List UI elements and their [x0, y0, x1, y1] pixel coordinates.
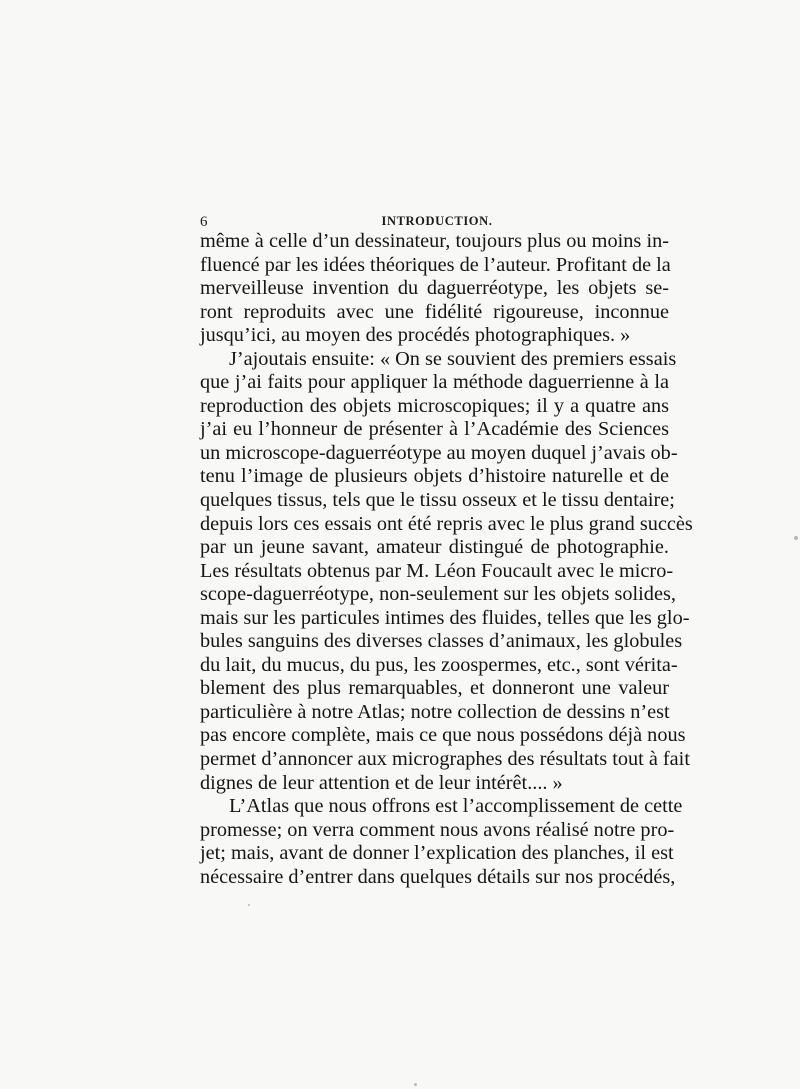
text-line: bules sanguins des diverses classes d’animaux, les globules	[200, 630, 683, 653]
text-line: Les résultats obtenus par M. Léon Foucault avec le micro-	[200, 559, 674, 582]
text-line: fluencé par les idées théoriques de l’auteur. Profitant de la	[200, 253, 671, 276]
text-line: particulière à notre Atlas; notre collection de dessins n’est	[200, 700, 670, 723]
text-line: promesse; on verra comment nous avons réalisé notre pro-	[200, 818, 675, 841]
text-line: jusqu’ici, au moyen des procédés photographiques. »	[200, 324, 631, 347]
page-number: 6	[200, 214, 208, 230]
paper-speck	[248, 904, 250, 906]
paper-speck	[414, 1083, 417, 1086]
text-line: tenu l’image de plusieurs objets d’histoire naturelle et de	[200, 465, 669, 488]
text-line: dignes de leur attention et de leur intérêt.... »	[200, 771, 563, 794]
running-head: INTRODUCTION.	[381, 214, 493, 228]
paper-speck	[794, 536, 798, 540]
text-line: quelques tissus, tels que le tissu osseux et le tissu dentaire;	[200, 489, 675, 512]
text-line: permet d’annoncer aux micrographes des résultats tout à fait	[200, 748, 690, 771]
text-line: j’ai eu l’honneur de présenter à l’Académie des Sciences	[200, 418, 669, 441]
text-line: par un jeune savant, amateur distingué de photographie.	[200, 536, 669, 559]
text-line: jet; mais, avant de donner l’explication des planches, il est	[200, 842, 674, 865]
text-line: blement des plus remarquables, et donneront une valeur	[200, 677, 669, 700]
text-line: J’ajoutais ensuite: « On se souvient des premiers essais	[229, 347, 677, 370]
text-line: scope-daguerréotype, non-seulement sur les objets solides,	[200, 583, 676, 606]
text-line: merveilleuse invention du daguerréotype, les objets se-	[200, 277, 669, 300]
text-line: même à celle d’un dessinateur, toujours plus ou moins in-	[200, 230, 669, 252]
body-text	[200, 230, 693, 889]
text-line: nécessaire d’entrer dans quelques détails sur nos procédés,	[200, 865, 676, 888]
text-line: L’Atlas que nous offrons est l’accomplissement de cette	[229, 795, 683, 818]
text-line: un microscope-daguerréotype au moyen duquel j’avais ob-	[200, 441, 678, 464]
text-line: du lait, du mucus, du pus, les zoospermes, etc., sont vérita-	[200, 653, 678, 676]
text-line: reproduction des objets microscopiques; il y a quatre ans	[200, 394, 669, 417]
text-line: que j’ai faits pour appliquer la méthode daguerrienne à la	[200, 371, 669, 394]
text-line: ront reproduits avec une fidélité rigoureuse, inconnue	[200, 300, 669, 323]
text-line: depuis lors ces essais ont été repris avec le plus grand succès	[200, 512, 693, 535]
text-line: mais sur les particules intimes des fluides, telles que les glo-	[200, 606, 690, 629]
text-line: pas encore complète, mais ce que nous possédons déjà nous	[200, 724, 686, 747]
